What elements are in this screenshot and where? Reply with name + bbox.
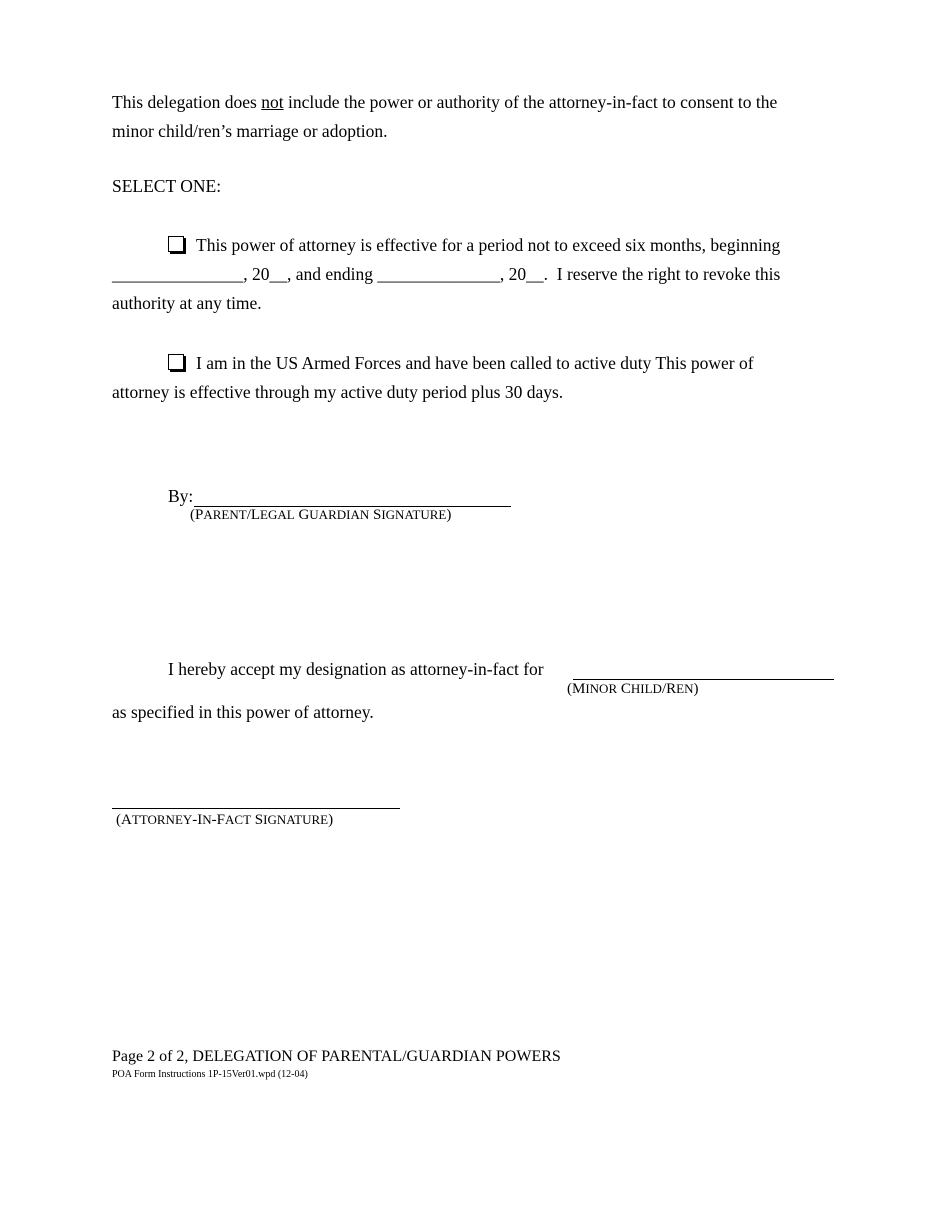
attorney-signature-line[interactable] [112,786,400,809]
parent-signature-line[interactable] [194,484,511,507]
delegation-text-pre: This delegation does [112,92,262,112]
cap-s: S [369,507,382,523]
delegation-not-emphasis: not [261,92,284,112]
page-footer: Page 2 of 2, DELEGATION OF PARENTAL/GUARDIAN POWERS [112,1048,561,1065]
option-six-months-line-3: authority at any time. [112,293,262,313]
cap-g: G [294,507,310,523]
delegation-line-2: minor child/ren’s marriage or adoption. [112,121,388,141]
paren-open: ( [567,681,572,697]
cap-act: ACT [225,812,252,827]
delegation-line-1 [112,88,852,117]
cap-ignature: IGNATURE [263,812,329,827]
by-label: By: [168,486,194,506]
minor-children-caption [567,681,698,698]
cap-c: C [617,681,631,697]
cap-n: N [202,812,212,827]
option-six-months-text-1: This power of attorney is effective for a period not to exceed six months, beginning [196,235,781,255]
cap-ignature: IGNATURE [381,507,447,522]
cap-slash-l: /L [246,507,261,523]
option-six-months-line-1 [112,231,852,260]
option-armed-forces [112,349,852,407]
form-id: POA Form Instructions 1P-15Ver01.wpd (12-04) [112,1069,308,1080]
delegation-text-post: include the power or authority of the attorney-in-fact to consent to the [283,92,778,112]
paren-open: ( [116,812,121,828]
six-months-checkbox[interactable] [168,236,184,252]
cap-uardian: UARDIAN [309,507,370,522]
paren-open: ( [190,507,195,523]
cap-a: A [121,812,132,828]
paren-close: ) [693,681,699,697]
cap-slash-r: /R [661,681,677,697]
option-six-months-line-2: _______________, 20__, and ending ______________, 20__. I reserve the right to revoke this [112,264,781,284]
option-armed-forces-line-2: attorney is effective through my active duty period plus 30 days. [112,382,564,402]
paren-close: ) [328,812,334,828]
minor-children-name-line[interactable] [573,657,834,680]
paren-close: ) [446,507,452,523]
accept-designation-text: I hereby accept my designation as attorney-in-fact for [168,659,544,679]
delegation-paragraph [112,88,852,146]
cap-dash-f: -F [211,812,226,828]
option-armed-forces-line-1 [112,349,852,378]
armed-forces-checkbox[interactable] [168,354,184,370]
cap-m: M [572,681,586,697]
option-six-months [112,231,852,318]
cap-arent: ARENT [203,507,247,522]
attorney-signature-caption [116,812,333,829]
option-armed-forces-text-1: I am in the US Armed Forces and have been called to active duty This power of [196,353,754,373]
cap-hild: HILD [630,681,662,696]
parent-signature-caption [190,507,451,524]
select-one-heading: SELECT ONE: [112,176,222,196]
as-specified-text: as specified in this power of attorney. [112,702,374,722]
cap-inor: INOR [585,681,618,696]
cap-egal: EGAL [260,507,295,522]
cap-en: EN [676,681,694,696]
cap-p: P [195,507,204,523]
cap-ttorney: TTORNEY [131,812,193,827]
cap-dash-i: -I [192,812,203,828]
cap-s: S [251,812,264,828]
